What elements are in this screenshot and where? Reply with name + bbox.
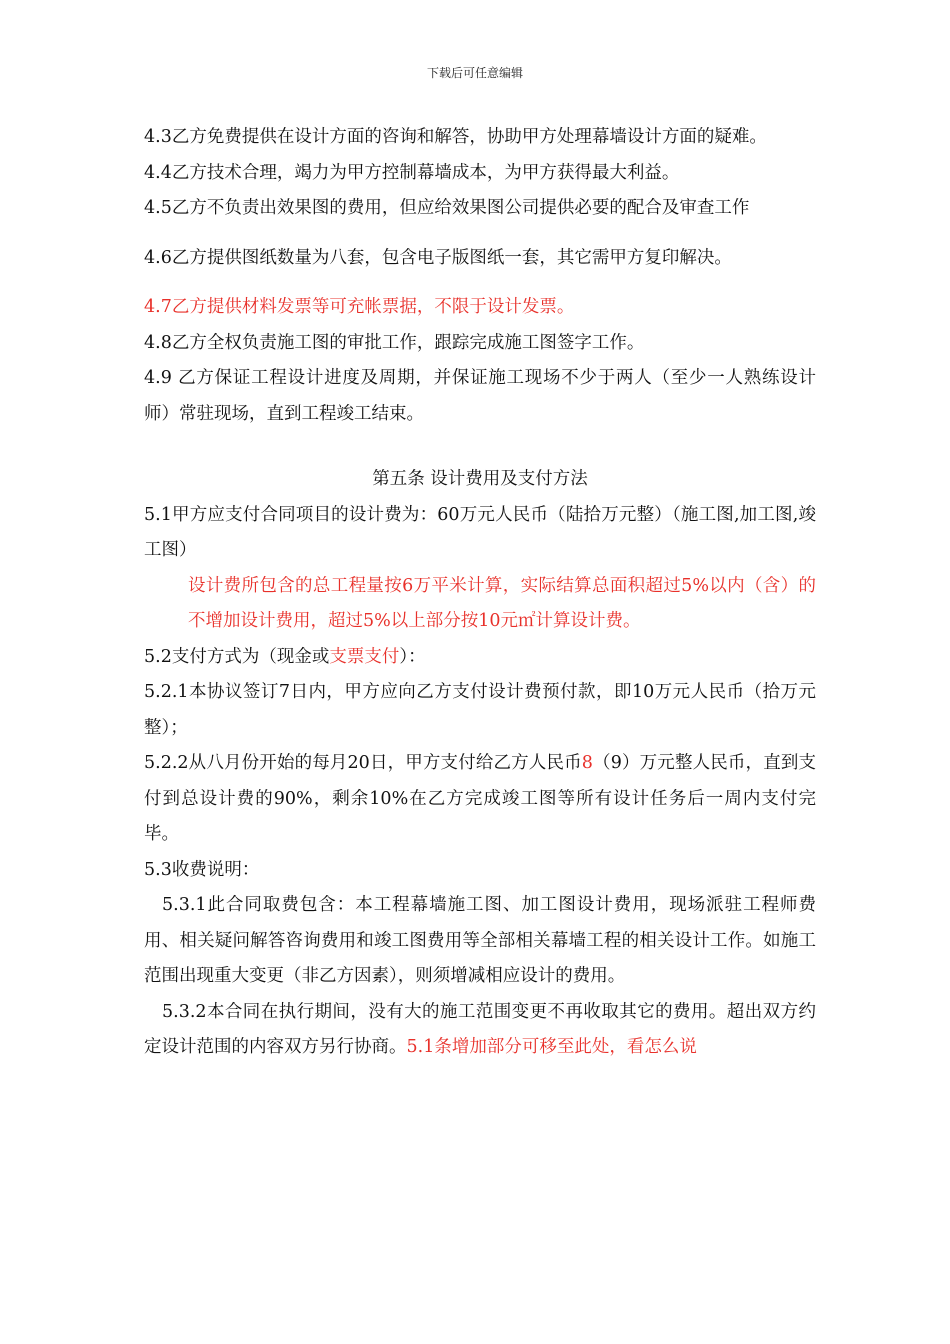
clause-5-1-red-note: 设计费所包含的总工程量按6万平米计算，实际结算总面积超过5%以内（含）的不增加设计费用，超过5%以上部分按10元㎡计算设计费。 (188, 575, 816, 631)
clause-5-2-2-text-a: 5.2.2从八月份开始的每月20日，甲方支付给乙方人民币 (144, 753, 582, 773)
clause-4-6: 4.6乙方提供图纸数量为八套，包含电子版图纸一套，其它需甲方复印解决。 (144, 247, 732, 268)
clause-5-3-2-red-note: 5.1条增加部分可移至此处，看怎么说 (406, 1037, 697, 1057)
clause-5-3-1: 5.3.1此合同取费包含：本工程幕墙施工图、加工图设计费用，现场派驻工程师费用、相关疑问解答咨询费用和竣工图费用等全部相关幕墙工程的相关设计工作。如施工范围出现重大变更（非乙方因素），则须增减相应设计的费用。 (144, 895, 816, 986)
clause-4-7-red-text: 乙方提供材料发票等可充帐票据，不限于设计发票。 (171, 297, 575, 317)
clause-5-2-2-red-number: 8 (581, 753, 593, 773)
section-5-title: 第五条 设计费用及支付方法 (372, 469, 588, 489)
clause-4-7 (144, 290, 816, 326)
clause-5-3-2 (144, 995, 816, 1066)
clause-5-2-red-text: 支票支付 (329, 646, 400, 667)
clause-5-3-2-text: 5.3.2本合同在执行期间，没有大的施工范围变更不再收取其它的费用。超出双方约定设计范围的内容双方另行协商。 (144, 1001, 816, 1057)
clause-5-2-2-text-b: （9）万元整人民币，直到支付到总设计费的90%，剩余10%在乙方完成竣工图等所有设计任务后一周内支付完毕。 (144, 753, 816, 844)
clause-4-4: 4.4乙方技术合理，竭力为甲方控制幕墙成本，为甲方获得最大利益。 (144, 162, 680, 183)
clause-4-9: 4.9 乙方保证工程设计进度及周期，并保证施工现场不少于两人（至少一人熟练设计师）常驻现场，直到工程竣工结束。 (144, 368, 816, 424)
clause-4-8: 4.8乙方全权负责施工图的审批工作，跟踪完成施工图签字工作。 (144, 332, 645, 353)
clause-4-7-number: 4.7 (144, 297, 172, 317)
clause-4-3: 4.3乙方免费提供在设计方面的咨询和解答，协助甲方处理幕墙设计方面的疑难。 (144, 127, 767, 147)
clause-5-2-text-a: 5.2支付方式为（现金或 (144, 646, 330, 667)
clause-4-5: 4.5乙方不负责出效果图的费用，但应给效果图公司提供必要的配合及审查工作 (144, 198, 750, 218)
document-body (144, 120, 816, 1066)
page-header: 下载后可任意编辑 (426, 66, 523, 80)
clause-5-2 (144, 640, 816, 676)
clause-5-2-1: 5.2.1本协议签订7日内，甲方应向乙方支付设计费预付款，即10万元人民币（拾万元整）； (144, 682, 816, 738)
clause-5-2-2 (144, 746, 816, 853)
clause-5-1: 5.1甲方应支付合同项目的设计费为：60万元人民币（陆拾万元整）（施工图,加工图,竣工图） (144, 504, 816, 560)
clause-5-3: 5.3收费说明： (144, 859, 260, 880)
clause-5-2-text-b: ）： (399, 646, 426, 667)
